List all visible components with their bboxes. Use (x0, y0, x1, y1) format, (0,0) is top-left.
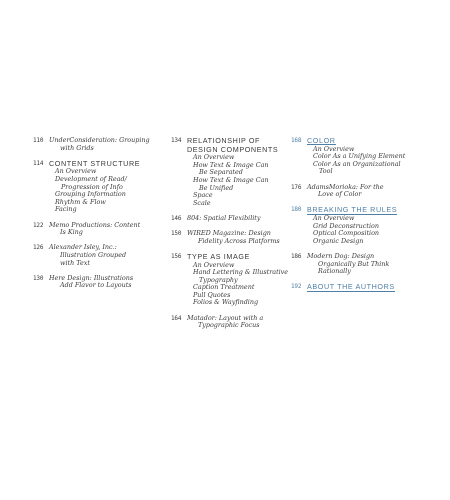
subsection-line: Space (193, 191, 213, 200)
entry-line: Fidelity Across Platforms (198, 236, 280, 245)
entry-line: Rationally (318, 267, 351, 276)
entry-line: Add Flavor to Layouts (60, 281, 132, 290)
page-number: 186 (291, 252, 302, 260)
entry-line: Organically But Think (318, 259, 390, 268)
toc-entry (33, 137, 158, 152)
entry-line: Illustration Grouped (60, 250, 127, 259)
subsection-line: Optical Composition (313, 229, 380, 238)
page-number: 134 (171, 137, 182, 144)
entry-line: Alexander Isley, Inc.: (49, 243, 117, 252)
page-number: 176 (291, 183, 302, 191)
toc-entry (171, 137, 291, 207)
subsection-line: Scale (193, 198, 211, 207)
subsection-line: Color As a Unifying Element (313, 152, 406, 161)
entry-line: Matador: Layout with a (187, 313, 264, 322)
entry-line: with Text (60, 258, 90, 267)
subsection (49, 176, 158, 191)
subsection-line: Be Unified (199, 183, 234, 192)
entry-body (187, 315, 291, 330)
toc-entry (171, 315, 291, 330)
subsection (187, 299, 291, 307)
subsection-line: Facing (55, 205, 77, 214)
entry-line: AdamsMorioka: For the (307, 182, 384, 191)
toc-entry (291, 283, 431, 292)
section-title: RELATIONSHIP OF DESIGN COMPONENTS (187, 136, 279, 154)
toc-entry (33, 160, 158, 214)
subsection (187, 200, 291, 208)
toc-entry (171, 215, 291, 223)
entry-line: 804: Spatial Flexibility (187, 213, 261, 222)
entry-body (307, 206, 431, 245)
subsection-line: Folios & Wayfinding (193, 298, 259, 307)
subsection-line: Rhythm & Flow (55, 197, 106, 206)
toc-column-3 (291, 137, 431, 299)
subsection-line: Typography (199, 275, 238, 284)
section-title: COLOR (307, 136, 336, 145)
entry-body (187, 215, 291, 223)
entry-line: Memo Productions: Content (49, 220, 141, 229)
subsection-line: Grouping Information (55, 190, 126, 199)
subsection-line: Hand Lettering & Illustrative (193, 268, 289, 277)
page-number: 156 (171, 252, 182, 260)
entry-line: WIRED Magazine: Design (187, 229, 271, 238)
page-number: 122 (33, 221, 44, 229)
subsection-line: Be Separated (199, 168, 243, 177)
entry-line: Here Design: Illustrations (49, 273, 134, 282)
subsection (187, 162, 291, 177)
entry-body (307, 137, 431, 176)
subsection-line: Caption Treatment (193, 283, 255, 292)
subsection-line: Grid Deconstruction (313, 221, 379, 230)
subsection-line: Pull Quotes (193, 290, 231, 299)
subsection (307, 238, 431, 246)
section-title: ABOUT THE AUTHORS (307, 282, 395, 292)
subsection-line: Development of Read/ (55, 174, 127, 183)
page-number: 114 (33, 159, 44, 167)
subsection-line: Organic Design (313, 236, 364, 245)
toc-entry (291, 206, 431, 245)
subsection (187, 269, 291, 284)
entry-line: UnderConsideration: Grouping (49, 136, 150, 144)
entry-body (307, 253, 431, 276)
entry-body (49, 275, 158, 290)
page-number: 168 (291, 137, 302, 144)
toc-entry (171, 230, 291, 245)
entry-body (187, 137, 291, 207)
toc-entry (171, 253, 291, 307)
entry-line: with Grids (60, 143, 94, 152)
entry-body (187, 230, 291, 245)
entry-line: Love of Color (318, 190, 362, 199)
page-number: 126 (33, 244, 44, 252)
section-title: TYPE AS IMAGE (187, 251, 250, 261)
page-number: 180 (291, 206, 302, 214)
subsection-line: An Overview (313, 213, 355, 222)
subsection (187, 177, 291, 192)
subsection-line: How Text & Image Can (193, 175, 269, 184)
entry-body (49, 137, 158, 152)
entry-line: Is King (60, 228, 83, 237)
entry-body (49, 244, 158, 267)
entry-line: Typographic Focus (198, 321, 260, 330)
subsection-line: Color As an Organizational (313, 159, 401, 168)
toc-column-1 (33, 137, 158, 297)
page-number: 146 (171, 214, 182, 222)
toc-entry (291, 137, 431, 176)
subsection-line: An Overview (193, 260, 235, 269)
page-number: 150 (171, 230, 182, 238)
subsection-line: How Text & Image Can (193, 160, 269, 169)
subsection-line: Tool (319, 167, 333, 176)
page-number: 164 (171, 314, 182, 322)
page-number: 110 (33, 137, 44, 144)
subsection (307, 161, 431, 176)
page-number: 192 (291, 283, 302, 291)
entry-body (307, 283, 431, 292)
entry-body (187, 253, 291, 307)
subsection-line: Progression of Info (61, 182, 123, 191)
toc-column-2 (171, 137, 291, 337)
section-title: BREAKING THE RULES (307, 205, 398, 215)
subsection-line: An Overview (55, 167, 97, 176)
toc-entry (291, 184, 431, 199)
toc-entry (33, 222, 158, 237)
entry-line: Modern Dog: Design (307, 251, 375, 260)
subsection (49, 206, 158, 214)
toc-entry (33, 244, 158, 267)
subsection-line: An Overview (193, 153, 235, 162)
toc-entry (291, 253, 431, 276)
entry-body (307, 184, 431, 199)
section-title: CONTENT STRUCTURE (49, 158, 141, 168)
subsection-line: An Overview (313, 144, 355, 153)
page-number: 130 (33, 274, 44, 282)
entry-body (49, 160, 158, 214)
toc-entry (33, 275, 158, 290)
entry-body (49, 222, 158, 237)
